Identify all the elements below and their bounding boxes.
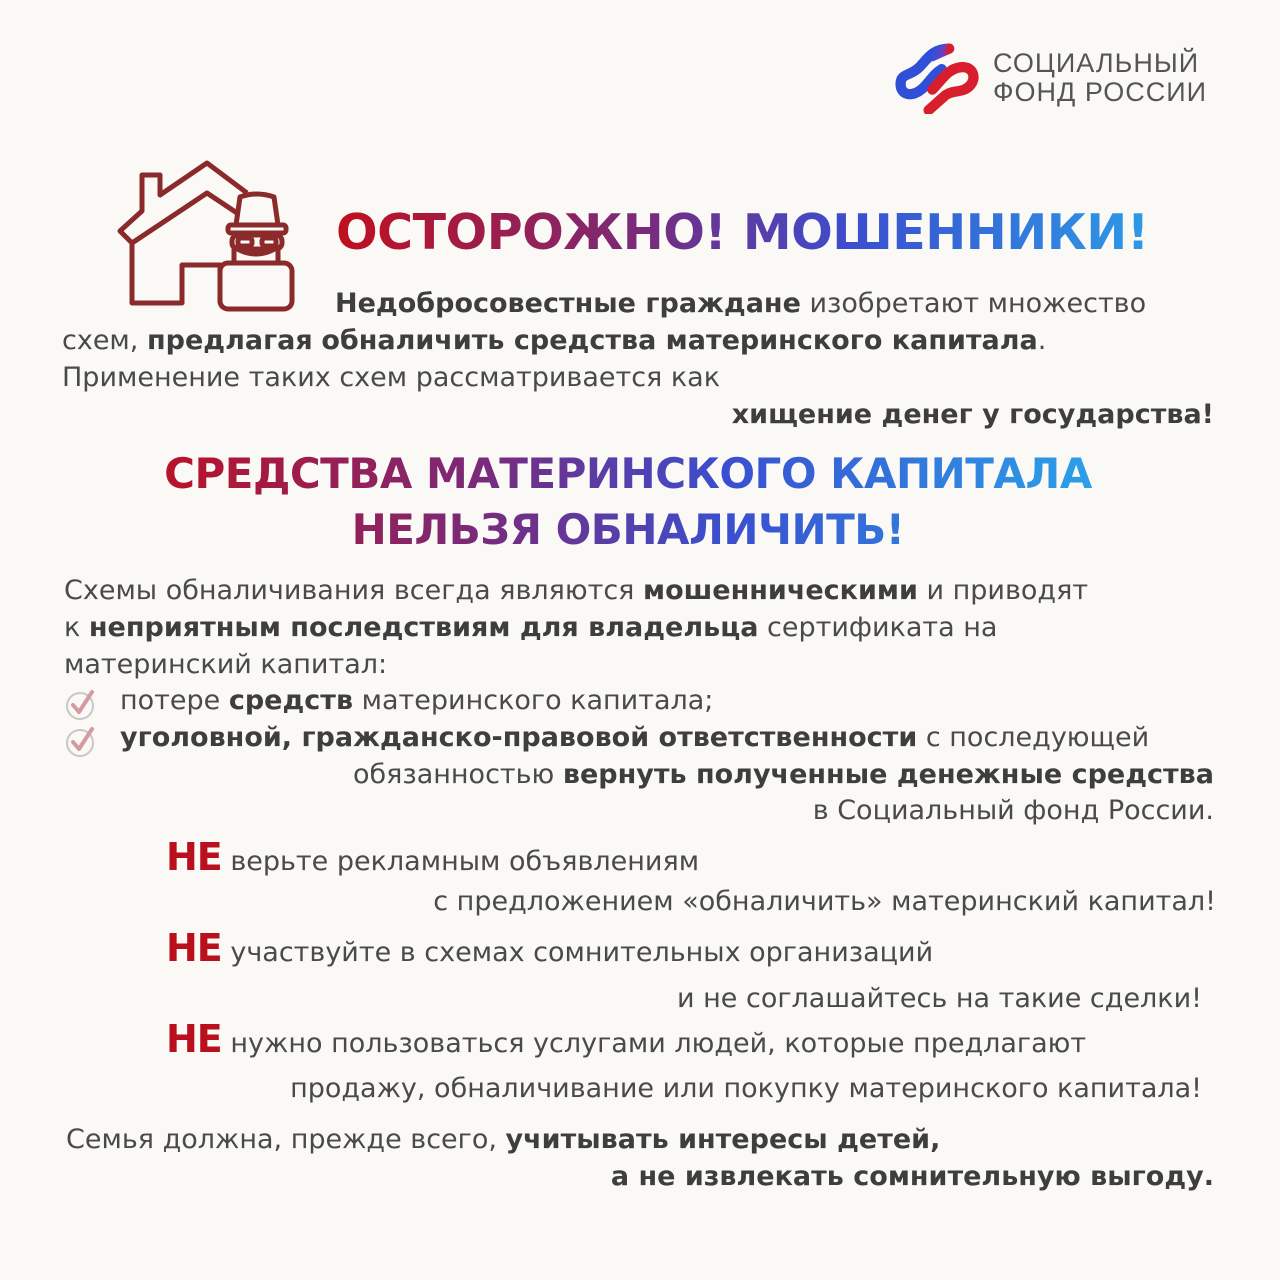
consequence-item-1 [120,683,713,719]
text: материнского капитала; [353,685,714,716]
checkmark-icon [64,725,98,759]
logo-line1: СОЦИАЛЬНЫЙ [993,48,1200,78]
consequence-item-2-end: в Социальный фонд России. [812,795,1214,826]
text: и приводят [917,575,1089,606]
headline-line1: СРЕДСТВА МАТЕРИНСКОГО КАПИТАЛА [164,449,1092,498]
text: обязанностью [352,759,563,790]
bold-text: неприятным последствиям для владельца [88,612,759,643]
house-fraudster-icon [112,155,302,315]
ne-label: НЕ [166,1017,222,1061]
logo-line2: ФОНД РОССИИ [993,77,1208,107]
text: сертификата на [758,612,998,643]
logo-text [993,49,1207,107]
ne-label: НЕ [166,926,222,970]
warning-3 [166,1016,1202,1111]
warning-text: верьте рекламным объявлениям [230,846,700,877]
headline-line2: НЕЛЬЗЯ ОБНАЛИЧИТЬ! [351,505,905,554]
text: к [64,612,89,643]
bold-text: вернуть полученные денежные средства [562,759,1214,790]
intro-text: . [1037,325,1047,356]
sfr-logo-icon [895,42,979,114]
checkmark-icon [64,688,98,722]
sfr-logo [895,42,1235,114]
text: с последующей [917,722,1150,753]
intro-line4: хищение денег у государства! [731,399,1214,430]
intro-line2 [62,323,1046,359]
consequences-line2 [64,610,997,646]
warning-text: с предложением «обналичить» материнский капитал! [433,886,1216,917]
consequence-item-2-cont [353,757,1214,793]
warning-text: нужно пользоваться услугами людей, которые предлагают [230,1028,1087,1059]
text: Схемы обналичивания всегда являются [64,575,643,606]
warning-text: продажу, обналичивание или покупку материнского капитала! [290,1073,1202,1104]
intro-bold: предлагая [146,325,313,356]
intro-text: изобретают множество [800,288,1147,319]
text: Семья должна, прежде всего, [66,1124,506,1155]
warning-1 [166,835,1216,920]
headline [128,446,1128,558]
consequences-line1 [64,573,1088,609]
bold-text: мошенническими [643,575,918,606]
warning-title: ОСТОРОЖНО! МОШЕННИКИ! [336,198,1202,268]
closing-line1 [66,1122,940,1158]
text: потере [120,685,229,716]
bold-text: учитывать интересы детей, [505,1124,941,1155]
intro-line1 [335,286,1146,322]
intro-bold: обналичить средства материнского капитала [321,325,1038,356]
bold-text: средств [228,685,354,716]
ne-label: НЕ [166,835,222,879]
intro-text: схем, [62,325,147,356]
consequence-item-2 [120,720,1149,756]
intro-line3: Применение таких схем рассматривается как [62,362,721,393]
intro-bold: Недобросовестные граждане [335,288,801,319]
closing-line2: а не извлекать сомнительную выгоду. [610,1161,1214,1192]
bold-text: уголовной, гражданско-правовой ответственности [120,722,918,753]
warning-text: и не соглашайтесь на такие сделки! [677,983,1202,1014]
warning-text: участвуйте в схемах сомнительных организаций [230,937,934,968]
warning-2 [166,925,1202,1022]
consequences-line3: материнский капитал: [64,649,388,680]
